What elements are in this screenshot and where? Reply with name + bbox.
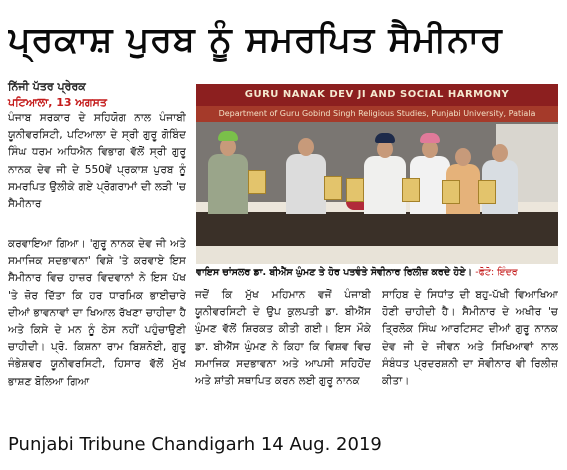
caption-credit: -ਫੋਟੋ: ਇੰਦਰ <box>475 267 518 278</box>
souvenir-book <box>478 180 496 204</box>
souvenir-book <box>248 170 266 194</box>
person-4-turban <box>420 133 440 143</box>
person-2-head <box>298 138 314 156</box>
news-photo <box>196 84 558 264</box>
photo-table <box>196 212 558 246</box>
person-5-head <box>455 148 471 166</box>
article-column-3: ਸਾਹਿਬ ਦੇ ਸਿਧਾਂਤ ਦੀ ਬਹੁ-ਪੱਖੀ ਵਿਆਖਿਆ ਹੋਣੀ ਚਾਹੀਦੀ ਹੈ। ਸੈਮੀਨਾਰ ਦੇ ਅਖੀਰ 'ਚ ਤ੍ਰਿਲੋਕ ਸਿੰਘ ਆਰਟਿਸਟ ਦੀਆਂ ਗੁਰੂ ਨਾਨਕ ਦੇਵ ਜੀ ਦੇ ਜੀਵਨ ਅਤੇ ਸਿਖਿਆਵਾਂ ਨਾਲ ਸੰਬੰਧਤ ਪ੍ਰਦਰਸ਼ਨੀ ਦਾ ਸੋਵੀਨਾਰ ਵੀ ਰਿਲੀਜ਼ ਕੀਤਾ। <box>382 289 558 388</box>
caption-text: ਵਾਇਸ ਚਾਂਸਲਰ ਡਾ. ਬੀਐੱਸ ਘੁੰਮਣ ਤੇ ਹੋਰ ਪਤਵੰਤੇ ਸੋਵੀਨਾਰ ਰਿਲੀਜ਼ ਕਰਦੇ ਹੋਏ। <box>196 267 472 278</box>
photo-caption <box>196 266 558 280</box>
person-3 <box>364 156 406 214</box>
article-column-2: ਜਦੋਂ ਕਿ ਮੁੱਖ ਮਹਿਮਾਨ ਵਜੋਂ ਪੰਜਾਬੀ ਯੂਨੀਵਰਸਿਟੀ ਦੇ ਉਪ ਕੁਲਪਤੀ ਡਾ. ਬੀਐੱਸ ਘੁੰਮਣ ਵੱਲੋਂ ਸ਼ਿਰਕਤ ਕੀਤੀ ਗਈ। ਇਸ ਮੌਕੇ ਡਾ. ਬੀਐੱਸ ਘੁੰਮਣ ਨੇ ਕਿਹਾ ਕਿ ਵਿਸ਼ਵ ਵਿਚ ਸਮਾਜਿਕ ਸਦਭਾਵਨਾ ਅਤੇ ਆਪਸੀ ਸਹਿਹੋਂਦ ਅਤੇ ਸ਼ਾਂਤੀ ਸਥਾਪਿਤ ਕਰਨ ਲਈ ਗੁਰੂ ਨਾਨਕ <box>195 289 371 388</box>
photo-banner-subtitle: Department of Guru Gobind Singh Religious Studies, Punjabi University, Patiala <box>196 106 558 122</box>
souvenir-book <box>346 178 364 202</box>
byline: ਨਿੱਜੀ ਪੱਤਰ ਪ੍ਰੇਰਕ <box>8 80 86 93</box>
person-6-head <box>492 144 508 162</box>
source-footer: Punjabi Tribune Chandigarh 14 Aug. 2019 <box>8 434 382 455</box>
article-column-1-para-2: ਕਰਵਾਇਆ ਗਿਆ। 'ਗੁਰੂ ਨਾਨਕ ਦੇਵ ਜੀ ਅਤੇ ਸਮਾਜਿਕ ਸਦਭਾਵਨਾ' ਵਿਸ਼ੇ 'ਤੇ ਕਰਵਾਏ ਇਸ ਸੈਮੀਨਾਰ ਵਿਚ ਹਾਜ਼ਰ ਵਿਦਵਾਨਾਂ ਨੇ ਇਸ ਪੱਖ 'ਤੇ ਜ਼ੋਰ ਦਿੱਤਾ ਕਿ ਹਰ ਧਾਰਮਿਕ ਭਾਈਚਾਰੇ ਦੀਆਂ ਭਾਵਨਾਵਾਂ ਦਾ ਖਿਆਲ ਰੱਖਣਾ ਚਾਹੀਦਾ ਹੈ ਅਤੇ ਕਿਸੇ ਦੇ ਮਨ ਨੂੰ ਠੇਸ ਨਹੀਂ ਪਹੁੰਚਾਉਣੀ ਚਾਹੀਦੀ। ਪ੍ਰੋ. ਕਿਸ਼ਨਾ ਰਾਮ ਬਿਸ਼ਨੋਈ, ਗੁਰੂ ਜੰਭੇਸ਼ਵਰ ਯੂਨੀਵਰਸਿਟੀ, ਹਿਸਾਰ ਵੱਲੋਂ ਮੁੱਖ ਭਾਸ਼ਣ ਬੋਲਿਆ ਗਿਆ <box>8 238 186 388</box>
person-3-turban <box>375 133 395 143</box>
dateline: ਪਟਿਆਲਾ, 13 ਅਗਸਤ <box>8 96 107 109</box>
photo-banner: GURU NANAK DEV JI AND SOCIAL HARMONY <box>196 84 558 106</box>
souvenir-book <box>324 176 342 200</box>
photo-floor <box>196 246 558 264</box>
souvenir-book <box>402 178 420 202</box>
person-2 <box>286 154 326 214</box>
souvenir-book <box>442 180 460 204</box>
person-1 <box>208 154 248 214</box>
headline: ਪ੍ਰਕਾਸ਼ ਪੁਰਬ ਨੂੰ ਸਮਰਪਿਤ ਸੈਮੀਨਾਰ <box>8 20 503 60</box>
article-column-1-para-1: ਪੰਜਾਬ ਸਰਕਾਰ ਦੇ ਸਹਿਯੋਗ ਨਾਲ ਪੰਜਾਬੀ ਯੂਨੀਵਰਸਿਟੀ, ਪਟਿਆਲਾ ਦੇ ਸ੍ਰੀ ਗੁਰੂ ਗੋਬਿੰਦ ਸਿੰਘ ਧਰਮ ਅਧਿਐਨ ਵਿਭਾਗ ਵੱਲੋਂ ਸ੍ਰੀ ਗੁਰੂ ਨਾਨਕ ਦੇਵ ਜੀ ਦੇ 550ਵੇਂ ਪ੍ਰਕਾਸ਼ ਪੁਰਬ ਨੂੰ ਸਮਰਪਿਤ ਉਲੀਕੇ ਗਏ ਪ੍ਰੋਗਰਾਮਾਂ ਦੀ ਲੜੀ 'ਚ ਸੈਮੀਨਾਰ <box>8 112 186 211</box>
person-1-turban <box>218 131 238 141</box>
